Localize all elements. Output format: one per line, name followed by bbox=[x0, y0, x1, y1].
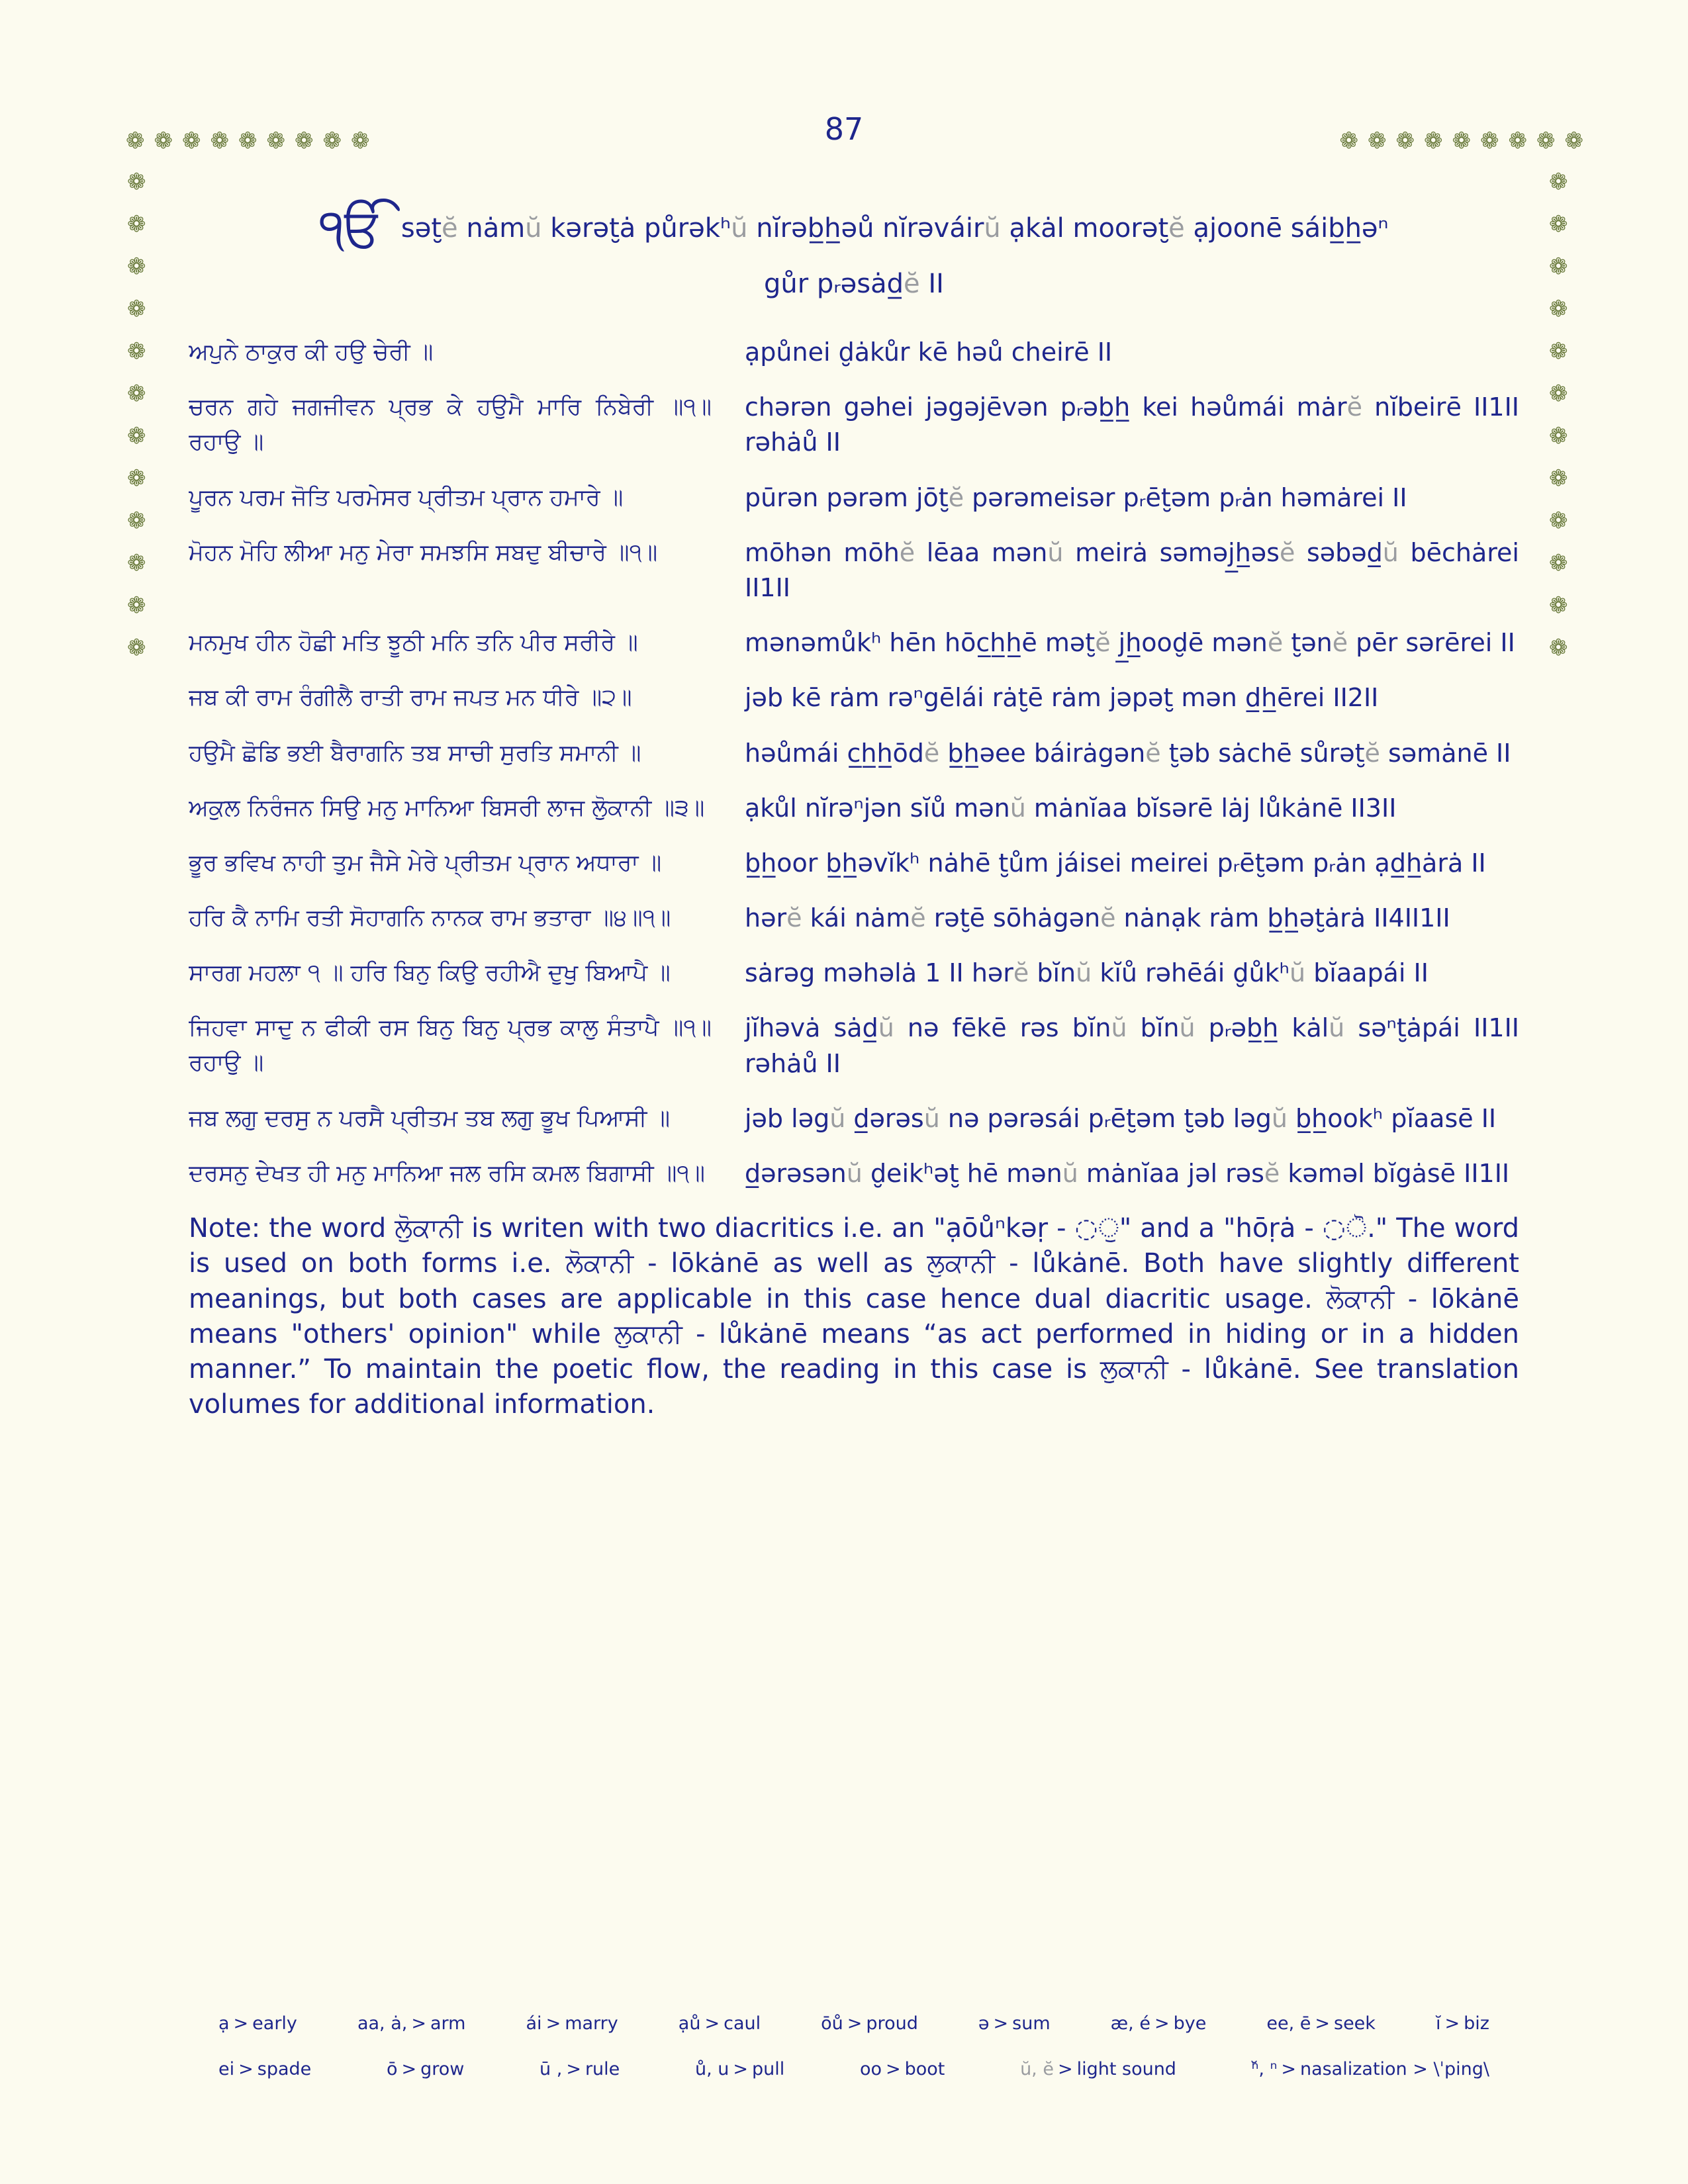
verse-row bbox=[189, 480, 1519, 516]
flower-icon: ❁ bbox=[127, 592, 146, 619]
gurmukhi-text: ਜਿਹਵਾ ਸਾਦੁ ਨ ਫੀਕੀ ਰਸ ਬਿਨੁ ਬਿਨੁ ਪ੍ਰਭ ਕਾਲੁ ਸੰਤਾਪੈ ॥੧॥ ਰਹਾਉ ॥ bbox=[189, 1015, 712, 1076]
transliteration-text: jəb kē rȧm rəⁿgēlái rȧt̮ē rȧm jəpət̮ mən d̲h̲ērei II2II bbox=[745, 683, 1379, 713]
verse-row bbox=[189, 680, 1519, 715]
invocation-line-1 bbox=[189, 199, 1519, 258]
legend-row bbox=[218, 2059, 1489, 2079]
flower-icon: ❁ bbox=[266, 128, 285, 154]
legend-item bbox=[695, 2059, 784, 2079]
gurmukhi-text: ਮਨਮੁਖ ਹੀਨ ਹੋਛੀ ਮਤਿ ਝੂਠੀ ਮਨਿ ਤਨਿ ਪੀਰ ਸਰੀਰੇ ॥ bbox=[189, 629, 638, 657]
invocation-transliteration: sət̮ĕ nȧmŭ kərət̮ȧ půrəkʰŭ nĭrəb̲h̲əů nĭrəváirŭ ạkȧl moorət̮ĕ ạjoonē sáib̲h̲əⁿ bbox=[400, 213, 1389, 244]
transliteration-text: b̲h̲oor b̲h̲əvĭkʰ nȧhē t̮ům jáisei meirei pᵣēt̮əm pᵣȧn ạd̲h̲ȧrȧ II bbox=[745, 848, 1486, 878]
transliteration-text: jəb ləgŭ d̲ərəsŭ nə pərəsái pᵣēt̮əm t̮əb ləgŭ b̲h̲ookʰ pĭaasē II bbox=[745, 1103, 1497, 1133]
flower-icon: ❁ bbox=[1424, 128, 1443, 154]
flower-icon: ❁ bbox=[1368, 128, 1387, 154]
gurmukhi-text: ਪੂਰਨ ਪਰਮ ਜੋਤਿ ਪਰਮੇਸਰ ਪ੍ਰੀਤਮ ਪ੍ਰਾਨ ਹਮਾਰੇ ॥ bbox=[189, 484, 624, 511]
flower-icon: ❁ bbox=[1549, 381, 1568, 407]
transliteration-text: jĭhəvȧ sȧd̲ŭ nə fēkē rəs bĭnŭ bĭnŭ pᵣəb̲h̲ kȧlŭ səⁿt̮ȧpái II1II rəhȧů II bbox=[745, 1013, 1519, 1078]
flower-icon: ❁ bbox=[295, 128, 314, 154]
gurmukhi-text: ਹਉਮੈ ਛੋਡਿ ਭਈ ਬੈਰਾਗਨਿ ਤਬ ਸਾਚੀ ਸੁਰਤਿ ਸਮਾਨੀ ॥ bbox=[189, 739, 641, 766]
legend-definition: grow bbox=[420, 2059, 465, 2079]
transliteration-text: hərĕ kái nȧmĕ rət̮ē sōhȧgənĕ nȧnạk rȧm b̲h̲ət̮ȧrȧ II4II1II bbox=[745, 903, 1450, 933]
legend-separator: > bbox=[993, 2013, 1009, 2034]
flower-icon: ❁ bbox=[238, 128, 258, 154]
flower-icon: ❁ bbox=[127, 423, 146, 449]
legend-item bbox=[218, 2059, 311, 2079]
legend-separator: > bbox=[704, 2013, 720, 2034]
legend-separator: > bbox=[233, 2013, 249, 2034]
legend-item bbox=[387, 2059, 464, 2079]
flower-icon: ❁ bbox=[322, 128, 342, 154]
gurmukhi-text: ਸਾਰਗ ਮਹਲਾ ੧ ॥ ਹਰਿ ਬਿਨੁ ਕਿਉ ਰਹੀਐ ਦੁਖੁ ਬਿਆਪੈ ॥ bbox=[189, 960, 671, 987]
flower-border-top-right bbox=[1340, 130, 1584, 152]
legend-item bbox=[860, 2059, 945, 2079]
transliteration-text: ạkůl nĭrəⁿjən sĭů mənŭ mȧnĭaa bĭsərē lȧj lůkȧnē II3II bbox=[745, 793, 1397, 823]
legend-symbol: ạ bbox=[218, 2013, 230, 2034]
legend-symbol: ei bbox=[218, 2059, 235, 2079]
flower-icon: ❁ bbox=[351, 128, 370, 154]
flower-icon: ❁ bbox=[127, 550, 146, 576]
transliteration-text: mənəmůkʰ hēn hōc̲h̲h̲ē mət̮ĕ j̲h̲ood̮ē mənĕ t̮ənĕ pēr sərērei II bbox=[745, 628, 1515, 658]
legend-item bbox=[526, 2013, 618, 2034]
legend-definition: rule bbox=[585, 2059, 620, 2079]
legend-definition: pull bbox=[751, 2059, 785, 2079]
legend-definition: proud bbox=[866, 2013, 918, 2034]
legend-separator: > bbox=[411, 2013, 426, 2034]
flower-icon: ❁ bbox=[1549, 211, 1568, 238]
flower-icon: ❁ bbox=[127, 296, 146, 322]
pronunciation-legend bbox=[218, 2013, 1489, 2105]
flower-icon: ❁ bbox=[1549, 296, 1568, 322]
legend-separator: > bbox=[1154, 2013, 1170, 2034]
gurmukhi-text: ਮੋਹਨ ਮੋਹਿ ਲੀਆ ਮਨੁ ਮੇਰਾ ਸਮਝਸਿ ਸਬਦੁ ਬੀਚਾਰੇ ॥੧॥ bbox=[189, 539, 658, 566]
legend-symbol: oo bbox=[859, 2059, 882, 2079]
legend-definition: boot bbox=[904, 2059, 945, 2079]
legend-definition: marry bbox=[565, 2013, 618, 2034]
transliteration-text: sȧrəg məhəlȧ 1 II hərĕ bĭnŭ kĭů rəhēái d̮ůkʰŭ bĭaapái II bbox=[745, 958, 1429, 988]
legend-item bbox=[218, 2013, 297, 2034]
flower-icon: ❁ bbox=[126, 128, 145, 154]
verse-row bbox=[189, 335, 1519, 370]
flower-border-left bbox=[127, 171, 146, 659]
legend-symbol: ái bbox=[526, 2013, 542, 2034]
flower-icon: ❁ bbox=[1549, 550, 1568, 576]
flower-icon: ❁ bbox=[127, 253, 146, 280]
legend-item bbox=[1020, 2059, 1176, 2079]
legend-definition: biz bbox=[1464, 2013, 1489, 2034]
flower-icon: ❁ bbox=[1536, 128, 1556, 154]
flower-icon: ❁ bbox=[1339, 128, 1358, 154]
verse-row bbox=[189, 791, 1519, 826]
legend-definition: caul bbox=[724, 2013, 761, 2034]
flower-icon: ❁ bbox=[210, 128, 229, 154]
flower-icon: ❁ bbox=[1480, 128, 1499, 154]
legend-item bbox=[357, 2013, 466, 2034]
legend-item bbox=[978, 2013, 1051, 2034]
page-number: 87 bbox=[824, 111, 864, 147]
legend-item bbox=[1252, 2059, 1489, 2079]
verse-row bbox=[189, 1101, 1519, 1136]
legend-definition: sum bbox=[1012, 2013, 1051, 2034]
flower-icon: ❁ bbox=[127, 169, 146, 195]
flower-icon: ❁ bbox=[1549, 253, 1568, 280]
legend-definition: early bbox=[252, 2013, 297, 2034]
legend-symbol: ĭ bbox=[1435, 2013, 1441, 2034]
transliteration-text: chərən gəhei jəgəjēvən pᵣəb̲h̲ kei həůmái mȧrĕ nĭbeirē II1II rəhȧů II bbox=[745, 392, 1519, 457]
gurmukhi-text: ਜਬ ਲਗੁ ਦਰਸੁ ਨ ਪਰਸੈ ਪ੍ਰੀਤਮ ਤਬ ਲਗੁ ਭੂਖ ਪਿਆਸੀ ॥ bbox=[189, 1105, 671, 1132]
flower-icon: ❁ bbox=[1549, 338, 1568, 365]
flower-icon: ❁ bbox=[127, 211, 146, 238]
legend-symbol: ō bbox=[386, 2059, 398, 2079]
flower-icon: ❁ bbox=[1549, 592, 1568, 619]
verse-row bbox=[189, 846, 1519, 881]
legend-item bbox=[821, 2013, 918, 2034]
legend-separator: > bbox=[1444, 2013, 1460, 2034]
legend-item bbox=[1266, 2013, 1376, 2034]
legend-separator: > bbox=[1057, 2059, 1073, 2079]
flower-icon: ❁ bbox=[1452, 128, 1471, 154]
verse-row bbox=[189, 1011, 1519, 1081]
page-content bbox=[189, 199, 1519, 1445]
flower-icon: ❁ bbox=[154, 128, 173, 154]
flower-icon: ❁ bbox=[1549, 423, 1568, 449]
legend-definition: nasalization > \ˈping\ bbox=[1299, 2059, 1489, 2079]
flower-icon: ❁ bbox=[1395, 128, 1415, 154]
ik-onkar-symbol: ੴ bbox=[319, 197, 384, 259]
verse-row bbox=[189, 956, 1519, 991]
flower-icon: ❁ bbox=[1564, 128, 1583, 154]
legend-separator: > bbox=[733, 2059, 748, 2079]
verse-row bbox=[189, 535, 1519, 606]
gurmukhi-text: ਅਪੁਨੇ ਠਾਕੁਰ ਕੀ ਹਉ ਚੇਰੀ ॥ bbox=[189, 339, 434, 365]
transliteration-text: mōhən mōhĕ lēaa mənŭ meirȧ səməj̲h̲əsĕ səbəd̲ŭ bēchȧrei II1II bbox=[745, 537, 1519, 602]
verse-row bbox=[189, 625, 1519, 660]
transliteration-text: həůmái c̲h̲h̲ōdĕ b̲h̲əee báirȧgənĕ t̮əb sȧchē sůrət̮ĕ səmȧnē II bbox=[745, 738, 1511, 768]
transliteration-text: pūrən pərəm jōt̮ĕ pərəmeisər pᵣēt̮əm pᵣȧn həmȧrei II bbox=[745, 482, 1407, 512]
legend-item bbox=[1111, 2013, 1207, 2034]
flower-icon: ❁ bbox=[1549, 508, 1568, 534]
legend-item bbox=[1436, 2013, 1489, 2034]
legend-symbol: ⁿ̆, ⁿ bbox=[1251, 2059, 1278, 2079]
legend-separator: > bbox=[566, 2059, 581, 2079]
legend-separator: > bbox=[847, 2013, 863, 2034]
gurmukhi-text: ਭੂਰ ਭਵਿਖ ਨਾਹੀ ਤੁਮ ਜੈਸੇ ਮੇਰੇ ਪ੍ਰੀਤਮ ਪ੍ਰਾਨ ਅਧਾਰਾ ॥ bbox=[189, 849, 662, 876]
flower-icon: ❁ bbox=[1549, 465, 1568, 492]
flower-border-right bbox=[1549, 171, 1568, 659]
flower-icon: ❁ bbox=[127, 635, 146, 661]
flower-icon: ❁ bbox=[127, 381, 146, 407]
transliteration-text: ạpůnei d̮ȧkůr kē həů cheirē II bbox=[745, 338, 1113, 367]
verse-row bbox=[189, 1156, 1519, 1191]
legend-symbol: ŭ, ĕ bbox=[1020, 2059, 1054, 2079]
gurmukhi-text: ਦਰਸਨੁ ਦੇਖਤ ਹੀ ਮਨੁ ਮਾਨਿਆ ਜਲ ਰਸਿ ਕਮਲ ਬਿਗਾਸੀ ॥੧॥ bbox=[189, 1160, 706, 1187]
verse-row bbox=[189, 390, 1519, 460]
flower-icon: ❁ bbox=[182, 128, 201, 154]
legend-symbol: aa, ȧ, bbox=[357, 2013, 408, 2034]
flower-icon: ❁ bbox=[1508, 128, 1527, 154]
legend-definition: bye bbox=[1173, 2013, 1207, 2034]
legend-symbol: ạů bbox=[678, 2013, 701, 2034]
legend-symbol: æ, é bbox=[1110, 2013, 1150, 2034]
legend-symbol: ee, ē bbox=[1266, 2013, 1311, 2034]
verse-table bbox=[189, 335, 1519, 1191]
flower-border-top-left bbox=[126, 130, 370, 152]
legend-definition: light sound bbox=[1076, 2059, 1176, 2079]
legend-separator: > bbox=[401, 2059, 417, 2079]
legend-symbol: ū , bbox=[539, 2059, 563, 2079]
gurmukhi-text: ਹਰਿ ਕੈ ਨਾਮਿ ਰਤੀ ਸੋਹਾਗਨਿ ਨਾਨਕ ਰਾਮ ਭਤਾਰਾ ॥੪॥੧॥ bbox=[189, 905, 671, 932]
legend-symbol: ōů bbox=[821, 2013, 843, 2034]
legend-row bbox=[218, 2013, 1489, 2034]
flower-icon: ❁ bbox=[1549, 169, 1568, 195]
legend-separator: > bbox=[1281, 2059, 1296, 2079]
flower-icon: ❁ bbox=[1549, 635, 1568, 661]
flower-icon: ❁ bbox=[127, 338, 146, 365]
gurmukhi-text: ਜਬ ਕੀ ਰਾਮ ਰੰਗੀਲੈ ਰਾਤੀ ਰਾਮ ਜਪਤ ਮਨ ਧੀਰੇ ॥੨॥ bbox=[189, 684, 632, 711]
transliteration-text: d̲ərəsənŭ d̮eikʰət̮ hē mənŭ mȧnĭaa jəl rəsĕ kəməl bĭgȧsē II1II bbox=[745, 1159, 1510, 1188]
legend-item bbox=[539, 2059, 620, 2079]
legend-definition: seek bbox=[1334, 2013, 1376, 2034]
verse-row bbox=[189, 736, 1519, 771]
legend-definition: arm bbox=[430, 2013, 466, 2034]
legend-symbol: ə bbox=[978, 2013, 990, 2034]
note-paragraph: Note: the word ਲੁੋਕਾਨੀ is writen with two diacritics i.e. an "ạōůⁿkəṛ - ◌ੁ" and a "hōṛȧ - ◌ੋ." The word is used on both forms i.e. ਲੋਕਾਨੀ - lōkȧnē as well as ਲੁਕਾਨੀ - lůkȧnē. Both have slightly different meanings, but both cases are applicable in this case hence dual diacritic usage. ਲੋਕਾਨੀ - lōkȧnē means "others' opinion" while ਲੁਕਾਨੀ - lůkȧnē means “as act performed in hiding or in a hidden manner.” To maintain the poetic flow, the reading in this case is ਲੁਕਾਨੀ - lůkȧnē. See translation volumes for additional information. bbox=[189, 1213, 1519, 1420]
verse-row bbox=[189, 901, 1519, 936]
invocation-line-2: gůr pᵣəsȧd̲ĕ II bbox=[764, 269, 944, 299]
legend-definition: spade bbox=[257, 2059, 312, 2079]
legend-item bbox=[679, 2013, 761, 2034]
legend-separator: > bbox=[885, 2059, 901, 2079]
flower-icon: ❁ bbox=[127, 465, 146, 492]
legend-separator: > bbox=[1315, 2013, 1330, 2034]
legend-separator: > bbox=[545, 2013, 561, 2034]
gurmukhi-text: ਅਕੁਲ ਨਿਰੰਜਨ ਸਿਉ ਮਨੁ ਮਾਨਿਆ ਬਿਸਰੀ ਲਾਜ ਲੁੋਕਾਨੀ ॥੩॥ bbox=[189, 794, 705, 821]
legend-separator: > bbox=[238, 2059, 254, 2079]
gurmukhi-text: ਚਰਨ ਗਹੇ ਜਗਜੀਵਨ ਪ੍ਰਭ ਕੇ ਹਉਮੈ ਮਾਰਿ ਨਿਬੇਰੀ ॥੧॥ ਰਹਾਉ ॥ bbox=[189, 394, 712, 455]
legend-symbol: ů, u bbox=[694, 2059, 729, 2079]
flower-icon: ❁ bbox=[127, 508, 146, 534]
